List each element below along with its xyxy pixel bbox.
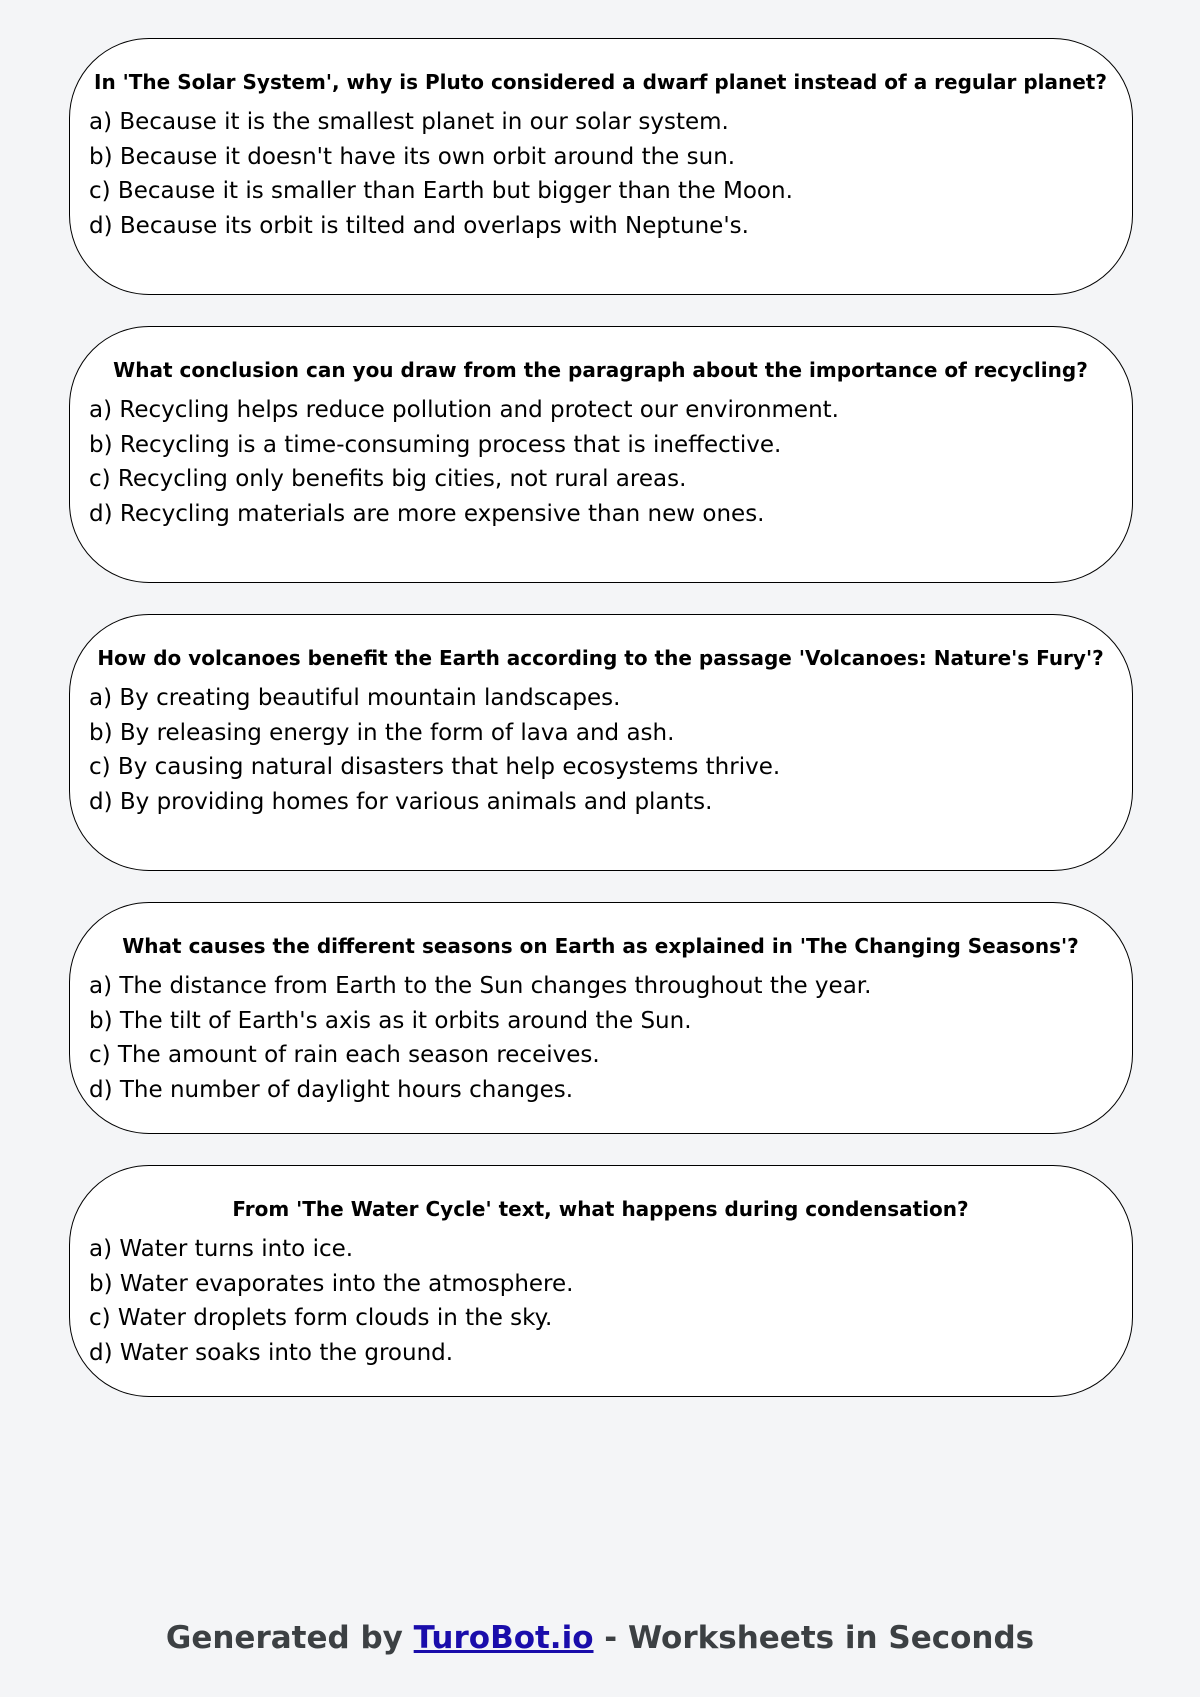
option-a: a) Water turns into ice. — [89, 1236, 354, 1262]
option-b: b) Because it doesn't have its own orbit around the sun. — [89, 143, 736, 170]
question-list — [69, 38, 1133, 1428]
option-c: c) The amount of rain each season receives. — [89, 1042, 600, 1068]
question-card — [69, 902, 1133, 1134]
option-a: a) The distance from Earth to the Sun changes throughout the year. — [89, 973, 872, 999]
option-c: c) Water droplets form clouds in the sky. — [89, 1305, 553, 1331]
option-a: a) Because it is the smallest planet in our solar system. — [89, 109, 729, 135]
option-d: d) Recycling materials are more expensive than new ones. — [89, 500, 765, 527]
question-text: What causes the different seasons on Earth as explained in 'The Changing Seasons'? — [122, 934, 1079, 958]
footer-prefix: Generated by — [165, 1620, 414, 1656]
options-list — [89, 681, 1112, 819]
option-c: c) Recycling only benefits big cities, not rural areas. — [89, 466, 687, 492]
footer-suffix: - Worksheets in Seconds — [593, 1620, 1035, 1656]
options-list — [89, 1232, 1112, 1370]
option-b: b) By releasing energy in the form of lava and ash. — [89, 719, 675, 746]
option-b: b) The tilt of Earth's axis as it orbits around the Sun. — [89, 1007, 692, 1034]
question-card — [69, 38, 1133, 295]
option-d: d) The number of daylight hours changes. — [89, 1076, 574, 1103]
options-list — [89, 393, 1112, 531]
option-d: d) Because its orbit is tilted and overlaps with Neptune's. — [89, 212, 749, 239]
question-text: From 'The Water Cycle' text, what happens during condensation? — [232, 1197, 969, 1221]
footer — [0, 1618, 1200, 1658]
option-c: c) Because it is smaller than Earth but bigger than the Moon. — [89, 178, 793, 204]
question-text: In 'The Solar System', why is Pluto considered a dwarf planet instead of a regular planet? — [94, 70, 1107, 94]
option-d: d) Water soaks into the ground. — [89, 1339, 454, 1366]
question-text: How do volcanoes benefit the Earth according to the passage 'Volcanoes: Nature's Fury'? — [97, 646, 1104, 670]
question-card — [69, 326, 1133, 583]
question-card — [69, 614, 1133, 871]
option-b: b) Water evaporates into the atmosphere. — [89, 1270, 574, 1297]
options-list — [89, 969, 1112, 1107]
option-c: c) By causing natural disasters that help ecosystems thrive. — [89, 754, 781, 780]
option-d: d) By providing homes for various animals and plants. — [89, 788, 713, 815]
question-card — [69, 1165, 1133, 1397]
option-b: b) Recycling is a time-consuming process that is ineffective. — [89, 431, 782, 458]
question-text: What conclusion can you draw from the paragraph about the importance of recycling? — [113, 358, 1088, 382]
options-list — [89, 105, 1112, 243]
option-a: a) By creating beautiful mountain landscapes. — [89, 685, 621, 711]
option-a: a) Recycling helps reduce pollution and protect our environment. — [89, 397, 839, 423]
turobot-link[interactable]: TuroBot.io — [413, 1620, 594, 1656]
